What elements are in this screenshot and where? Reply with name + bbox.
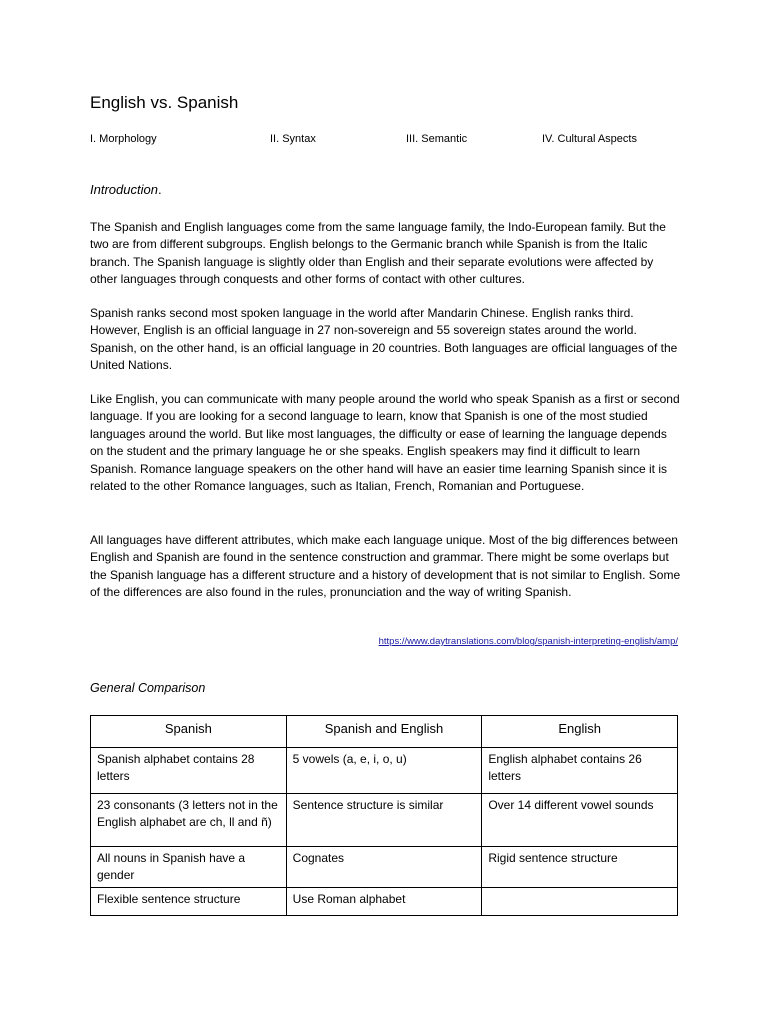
header-english: English (482, 716, 678, 748)
introduction-heading (90, 182, 162, 197)
table-cell: Use Roman alphabet (286, 888, 482, 916)
header-spanish: Spanish (91, 716, 287, 748)
table-cell: English alphabet contains 26 letters (482, 748, 678, 794)
table-cell: 5 vowels (a, e, i, o, u) (286, 748, 482, 794)
section-list (0, 133, 768, 149)
header-spanish-and-english: Spanish and English (286, 716, 482, 748)
table-cell: Sentence structure is similar (286, 794, 482, 847)
paragraph-differences: All languages have different attributes, which make each language unique. Most of the big differences between English and Spanish are found in the sentence construction and grammar. There might be some overlaps but the Spanish language has a different structure and a history of development that is not similar to English. Some of the differences are also found in the rules, pronunciation and the way of writing Spanish. (90, 533, 681, 600)
table-row (91, 888, 678, 916)
table-row (91, 748, 678, 794)
table-cell (482, 888, 678, 916)
table-row (91, 847, 678, 888)
section-semantic: III. Semantic (406, 133, 468, 145)
introduction-heading-period: . (157, 182, 162, 197)
section-cultural-aspects: IV. Cultural Aspects (542, 133, 637, 145)
table-cell: All nouns in Spanish have a gender (91, 847, 287, 888)
introduction-heading-text: Introduction (90, 182, 158, 197)
section-morphology: I. Morphology (90, 133, 157, 145)
paragraph-speaker-ranking: Spanish ranks second most spoken language in the world after Mandarin Chinese. English ranks third. However, English is an official language in 27 non-sovereign and 55 sovereign states around the world. Spanish, on the other hand, is an official language in 20 countries. Both languages are official languages of the United Nations. (90, 306, 678, 373)
table-cell: Over 14 different vowel sounds (482, 794, 678, 847)
table-cell: Rigid sentence structure (482, 847, 678, 888)
document-title: English vs. Spanish (90, 93, 239, 112)
paragraph-learning-spanish: Like English, you can communicate with many people around the world who speak Spanish as a first or second language. If you are looking for a second language to learn, know that Spanish is one of the most studied languages around the world. But like most languages, the difficulty or ease of learning the language depends on the student and the primary language he or she speaks. English speakers may find it difficult to learn Spanish. Romance language speakers on the other hand will have an easier time learning Spanish since it is related to the other Romance languages, such as Italian, French, Romanian and Portuguese. (90, 392, 680, 494)
general-comparison-heading: General Comparison (90, 681, 206, 695)
table-cell: 23 consonants (3 letters not in the English alphabet are ch, ll and ñ) (91, 794, 287, 847)
table-header-row (91, 716, 678, 748)
table-cell: Cognates (286, 847, 482, 888)
source-link[interactable]: https://www.daytranslations.com/blog/spanish-interpreting-english/amp/ (378, 636, 678, 647)
paragraph-language-family: The Spanish and English languages come from the same language family, the Indo-European family. But the two are from different subgroups. English belongs to the Germanic branch while Spanish is from the Italic branch. The Spanish language is slightly older than English and their separate evolutions were affected by other languages through conquests and other forms of contact with other cultures. (90, 220, 666, 287)
section-syntax: II. Syntax (270, 133, 316, 145)
table-row (91, 794, 678, 847)
comparison-table (90, 715, 678, 916)
table-cell: Spanish alphabet contains 28 letters (91, 748, 287, 794)
table-cell: Flexible sentence structure (91, 888, 287, 916)
